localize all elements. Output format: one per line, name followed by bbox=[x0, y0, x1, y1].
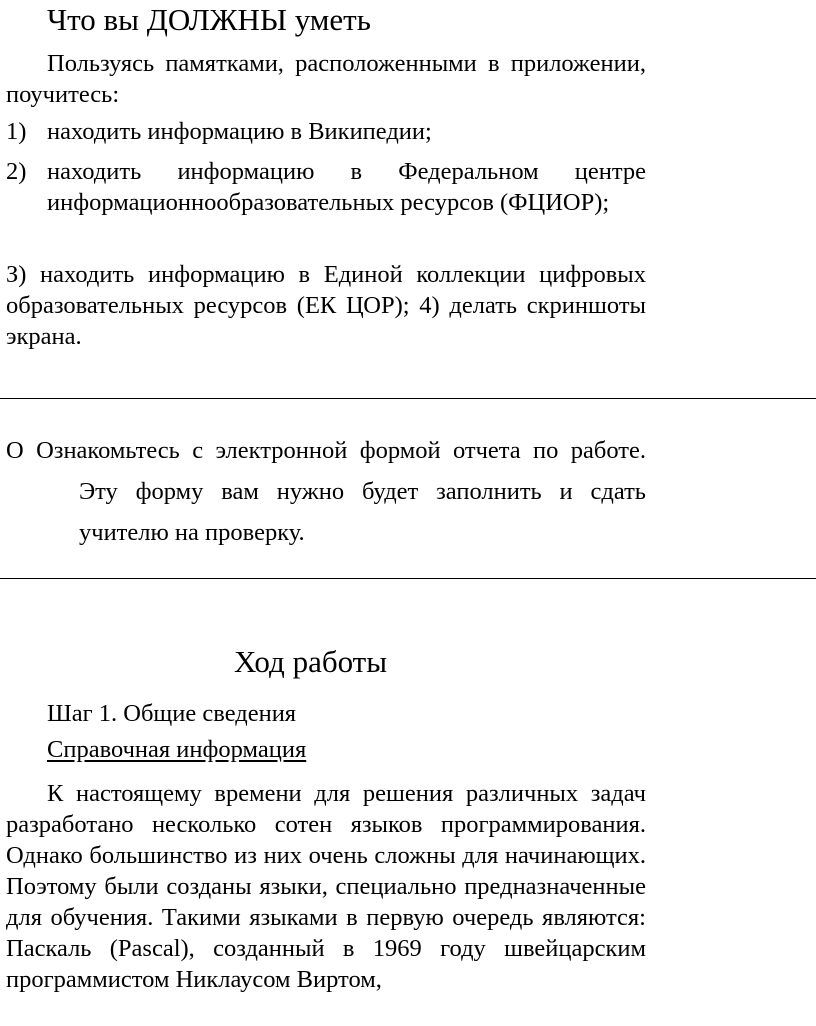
list-item-text: находить информацию в Федеральном центре информационнообразовательных ресурсов (ФЦИОР); bbox=[47, 158, 646, 216]
horizontal-rule bbox=[0, 398, 816, 399]
body-paragraph: К настоящему времени для решения различных задач разработано несколько сотен языков программирования. Однако большинство из них очень сложны для начинающих. Поэтому были созданы языки, специально предназначенные для обучения. Такими языками в первую очередь являются: Паскаль (Pascal), созданный в 1969 году швейцарским программистом Никлаусом Виртом, bbox=[6, 780, 646, 993]
horizontal-rule bbox=[0, 578, 816, 579]
list-item-2 bbox=[6, 156, 646, 218]
section-title-workflow: Ход работы bbox=[234, 644, 388, 679]
list-item-3-4-paragraph: З) находить информацию в Единой коллекции цифровых образовательных ресурсов (ЕК ЦОР); 4) делать скриншоты экрана. bbox=[6, 261, 646, 350]
list-item-number: 2) bbox=[6, 158, 27, 185]
reference-label: Справочная информация bbox=[47, 736, 307, 763]
intro-paragraph: Пользуясь памятками, расположенными в приложении, поучитесь: bbox=[6, 50, 646, 108]
list-item-number: 1) bbox=[6, 118, 27, 145]
note-paragraph: О Ознакомьтесь с электронной формой отчета по работе. Эту форму вам нужно будет заполнить и сдать учителю на проверку. bbox=[6, 437, 646, 546]
list-item-text: находить информацию в Википедии; bbox=[47, 118, 432, 145]
step-title: Шаг 1. Общие сведения bbox=[47, 700, 297, 727]
section-title-skills: Что вы ДОЛЖНЫ уметь bbox=[47, 2, 371, 37]
list-item-1 bbox=[6, 116, 646, 147]
